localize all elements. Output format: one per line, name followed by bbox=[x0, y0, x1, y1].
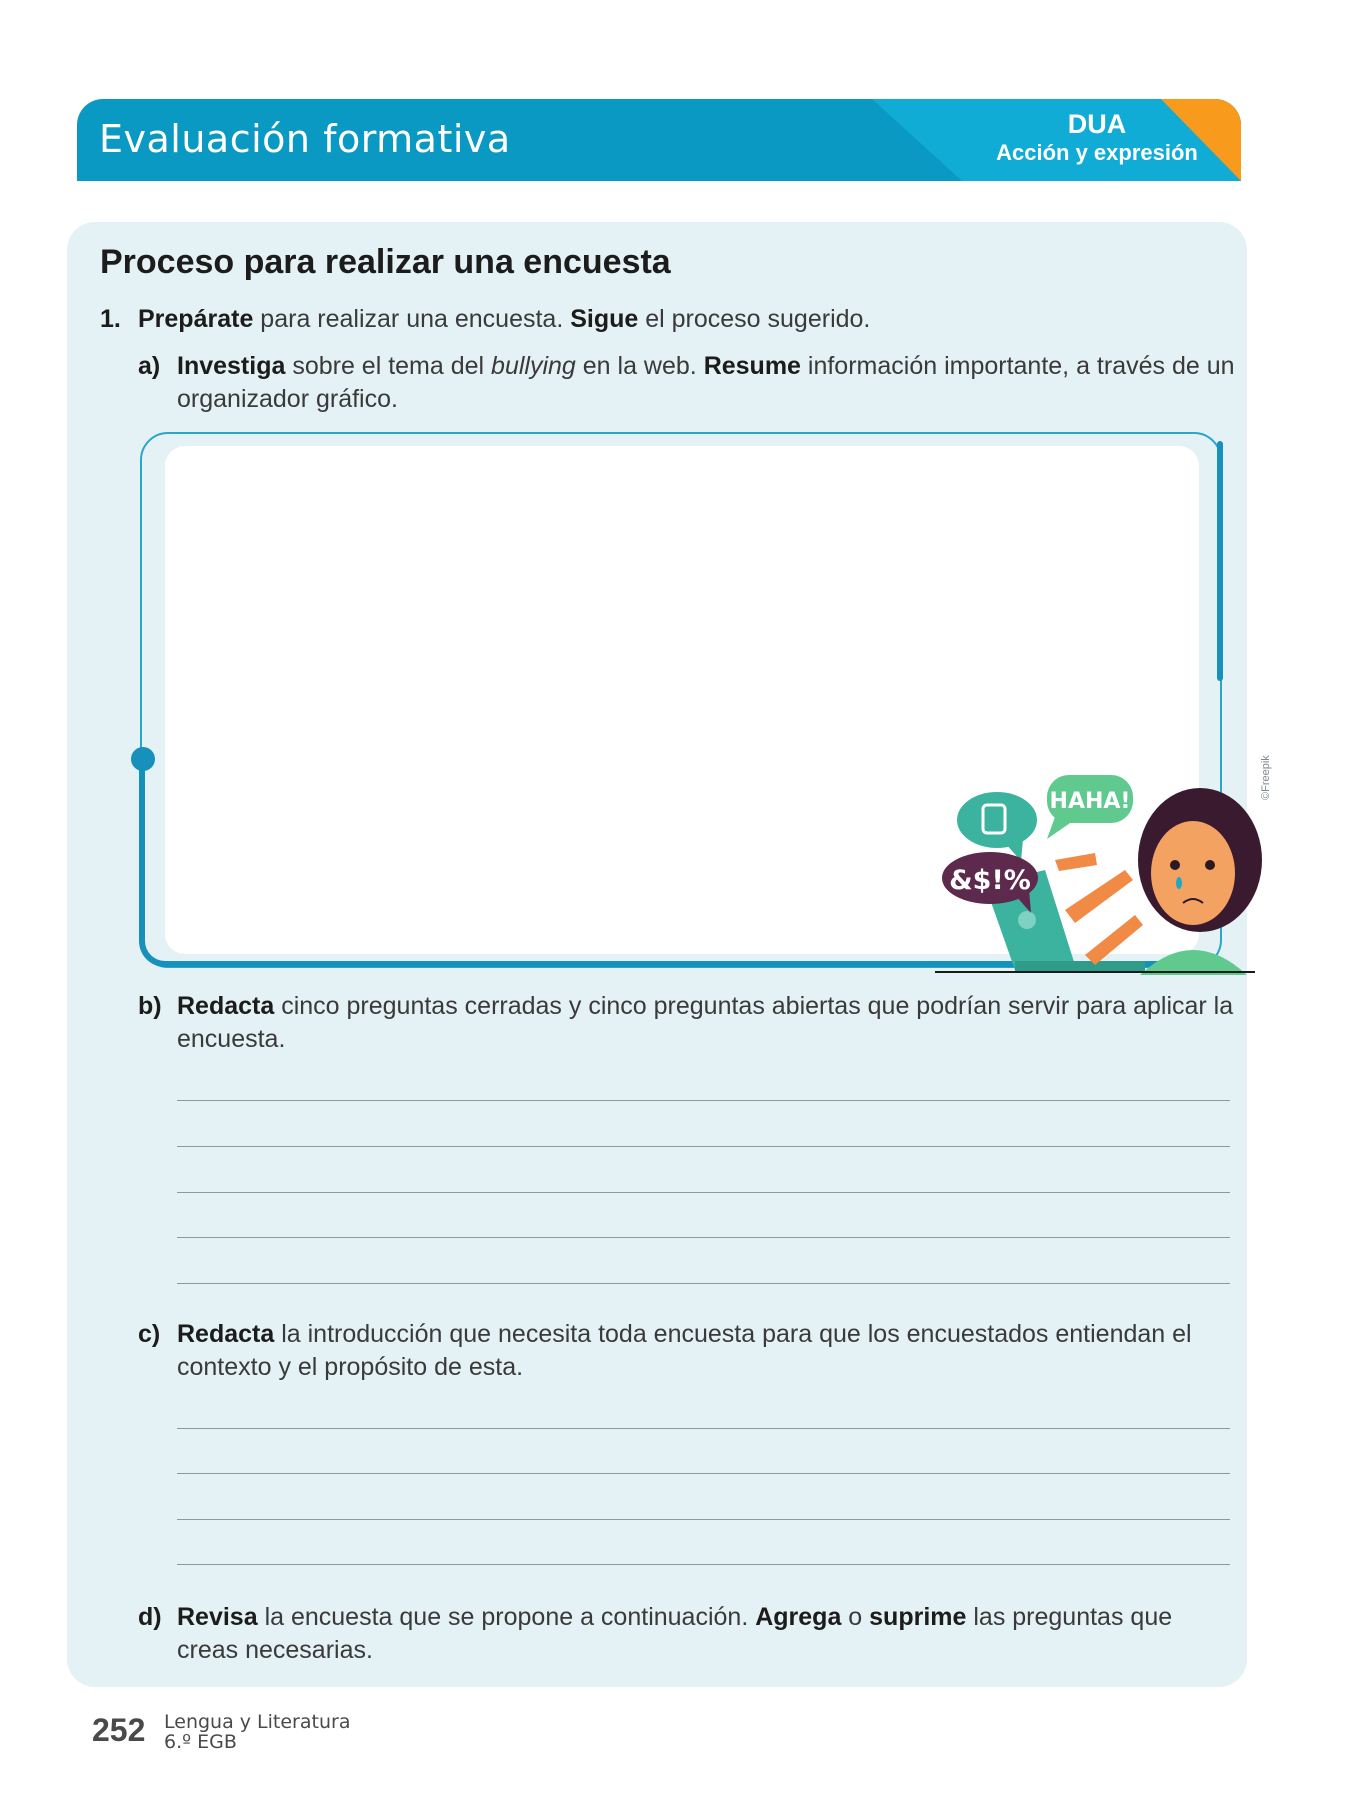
header-title: Evaluación formativa bbox=[99, 117, 511, 161]
dua-badge bbox=[967, 109, 1227, 167]
item-d-label: d) bbox=[138, 1603, 162, 1631]
item-b-label: b) bbox=[138, 992, 162, 1020]
item-1-instruction: Prepárate para realizar una encuesta. Sigue el proceso sugerido. bbox=[138, 305, 871, 333]
answer-line-c-2[interactable] bbox=[177, 1473, 1230, 1474]
frame-accent-right bbox=[1217, 441, 1223, 681]
image-credit: ©Freepik bbox=[1260, 755, 1272, 800]
laptop-logo bbox=[1018, 911, 1036, 929]
item-c-instruction: Redacta la introducción que necesita toda encuesta para que los encuestados entiendan el contexto y el propósito de esta. bbox=[177, 1320, 1192, 1381]
curse-text: &$!% bbox=[949, 865, 1031, 896]
item-1-verb-2: Sigue bbox=[570, 305, 639, 333]
item-b-instruction: Redacta cinco preguntas cerradas y cinco preguntas abiertas que podrían servir para aplicar la encuesta. bbox=[177, 992, 1234, 1053]
item-1-verb-1: Prepárate bbox=[138, 305, 254, 333]
answer-line-c-1[interactable] bbox=[177, 1428, 1230, 1429]
laptop-base bbox=[1015, 961, 1145, 971]
girl-face bbox=[1151, 821, 1235, 925]
item-c-label: c) bbox=[138, 1320, 161, 1348]
answer-line-b-4[interactable] bbox=[177, 1237, 1230, 1238]
answer-line-b-3[interactable] bbox=[177, 1192, 1230, 1193]
answer-line-b-5[interactable] bbox=[177, 1283, 1230, 1284]
bullying-illustration bbox=[935, 765, 1275, 975]
dua-badge-subtitle: Acción y expresión bbox=[996, 140, 1198, 165]
dua-badge-title: DUA bbox=[1067, 109, 1127, 139]
section-header-bar bbox=[77, 99, 1241, 181]
answer-line-c-3[interactable] bbox=[177, 1519, 1230, 1520]
thumbs-down-bubble bbox=[957, 792, 1037, 848]
item-a-instruction: Investiga sobre el tema del bullying en la web. Resume información importante, a través de un organizador gráfico. bbox=[177, 352, 1235, 413]
haha-text: HAHA! bbox=[1049, 789, 1131, 814]
footer-subject bbox=[164, 1712, 350, 1752]
answer-line-b-1[interactable] bbox=[177, 1100, 1230, 1101]
section-title: Proceso para realizar una encuesta bbox=[100, 243, 671, 281]
item-1-number: 1. bbox=[100, 305, 121, 333]
footer-subject-name: Lengua y Literatura bbox=[164, 1711, 351, 1733]
footer-grade: 6.º EGB bbox=[164, 1731, 237, 1753]
pointing-hand-1 bbox=[1055, 853, 1097, 871]
pointing-hand-2 bbox=[1065, 870, 1133, 923]
page-number: 252 bbox=[92, 1712, 146, 1748]
item-d-instruction: Revisa la encuesta que se propone a continuación. Agrega o suprime las preguntas que creas necesarias. bbox=[177, 1603, 1173, 1664]
answer-line-c-4[interactable] bbox=[177, 1564, 1230, 1565]
item-a-label: a) bbox=[138, 352, 161, 380]
pointing-hand-3 bbox=[1085, 915, 1143, 965]
answer-line-b-2[interactable] bbox=[177, 1146, 1230, 1147]
tear-icon bbox=[1176, 877, 1182, 889]
frame-accent-dot bbox=[131, 747, 155, 771]
